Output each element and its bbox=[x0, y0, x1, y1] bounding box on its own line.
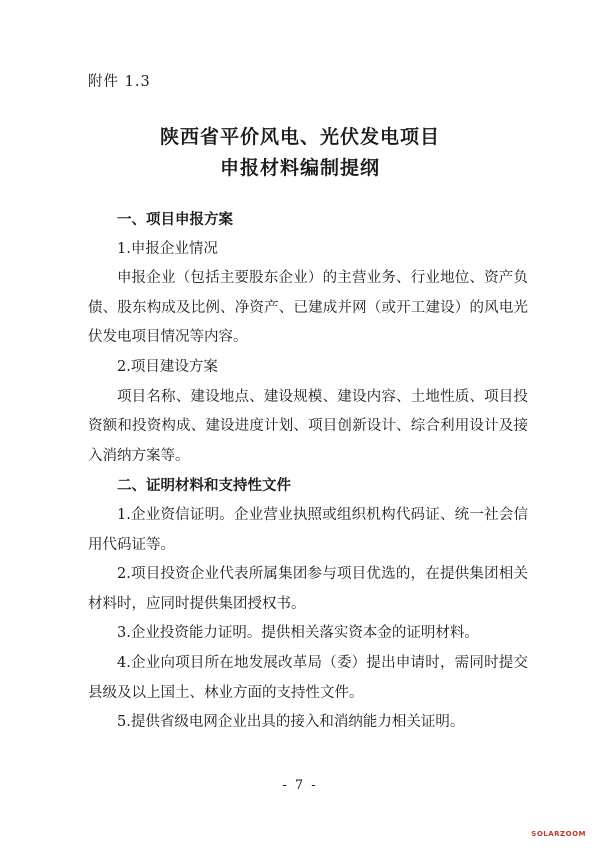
section2-item-4: 4.企业向项目所在地发展改革局（委）提出申请时，需同时提交县级及以上国土、林业方面的支持性文件。 bbox=[88, 654, 528, 701]
document-title-line2: 申报材料编制提纲 bbox=[219, 157, 380, 179]
section1-item2-text: 项目名称、建设地点、建设规模、建设内容、土地性质、项目投资额和投资构成、建设进度计划、项目创新设计、综合利用设计及接入消纳方案等。 bbox=[88, 388, 528, 464]
document-body bbox=[88, 205, 528, 738]
page-number: - 7 - bbox=[282, 778, 318, 793]
section1-item2-title: 2.项目建设方案 bbox=[117, 358, 218, 375]
section2-item-1: 1.企业资信证明。企业营业执照或组织机构代码证、统一社会信用代码证等。 bbox=[88, 506, 528, 553]
section2-item-3: 3.企业投资能力证明。提供相关落实资本金的证明材料。 bbox=[117, 625, 479, 642]
section1-heading: 一、项目申报方案 bbox=[117, 211, 233, 228]
attachment-label: 附件 1.3 bbox=[88, 74, 151, 90]
section2-item-5: 5.提供省级电网企业出具的接入和消纳能力相关证明。 bbox=[117, 714, 465, 731]
section1-item1-text: 申报企业（包括主要股东企业）的主营业务、行业地位、资产负债、股东构成及比例、净资产、已建成并网（或开工建设）的风电光伏发电项目情况等内容。 bbox=[88, 270, 528, 346]
section2-item-2: 2.项目投资企业代表所属集团参与项目优选的，在提供集团相关材料时，应同时提供集团授权书。 bbox=[88, 566, 528, 612]
section2-heading: 二、证明材料和支持性文件 bbox=[117, 477, 291, 495]
section1-item1-title: 1.申报企业情况 bbox=[117, 240, 218, 257]
watermark-logo: SOLARZOOM bbox=[531, 830, 586, 838]
document-title-line1: 陕西省平价风电、光伏发电项目 bbox=[159, 126, 440, 148]
